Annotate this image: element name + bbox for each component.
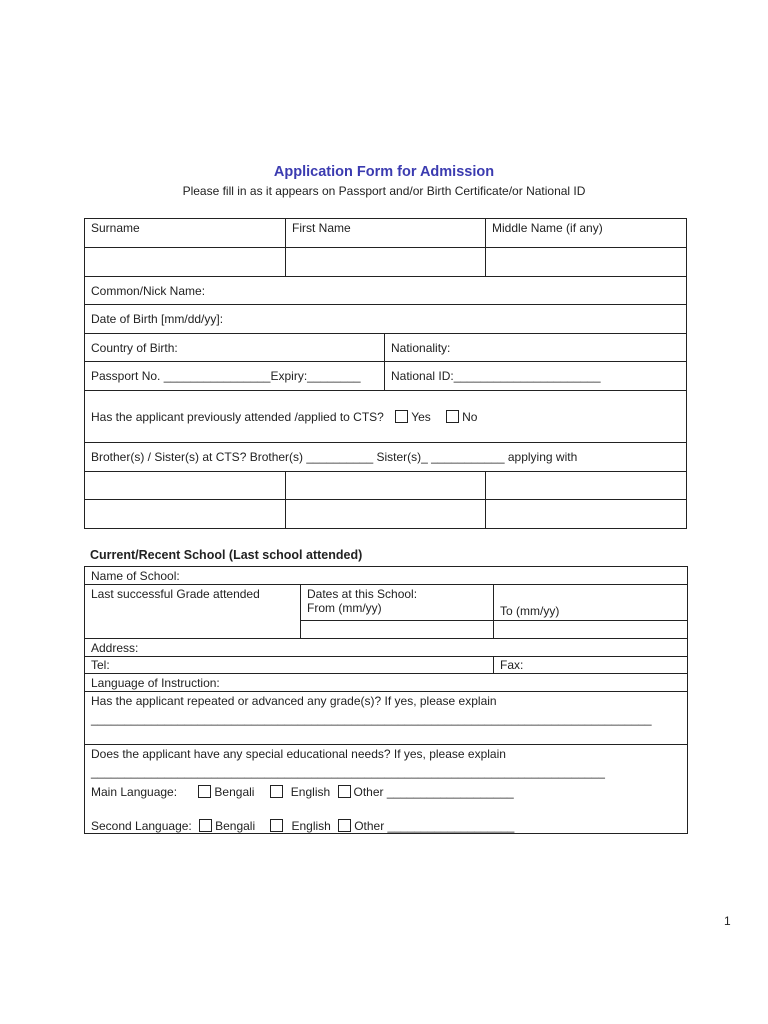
main-other-checkbox[interactable] [338, 785, 351, 798]
second-bengali-label: Bengali [215, 819, 256, 833]
second-other-label: Other [354, 819, 385, 833]
no-checkbox[interactable] [446, 410, 459, 423]
nationality-label: Nationality: [391, 340, 451, 355]
to-date-header [494, 585, 688, 621]
repeated-grade-question: Has the applicant repeated or advanced any grade(s)? If yes, please explain [91, 694, 497, 708]
passport-field[interactable] [85, 362, 385, 391]
no-label: No [462, 409, 478, 424]
main-other-line: ___________________ [386, 785, 514, 799]
special-needs-line: _____________________________________________________________________________ [91, 765, 605, 779]
sibling-cell[interactable] [286, 500, 486, 529]
applicant-table [84, 218, 687, 529]
previous-attendance-question: Has the applicant previously attended /applied to CTS? [91, 409, 384, 424]
second-language-row [91, 819, 681, 833]
sibling-cell[interactable] [286, 472, 486, 500]
main-language-label: Main Language: [91, 785, 178, 799]
second-english-label: English [291, 819, 331, 833]
main-bengali-checkbox[interactable] [198, 785, 211, 798]
from-label: From (mm/yy) [307, 601, 382, 615]
main-other-label: Other [353, 785, 384, 799]
special-needs-question: Does the applicant have any special educational needs? If yes, please explain [91, 747, 506, 761]
nick-name-label: Common/Nick Name: [91, 283, 206, 298]
school-section-title: Current/Recent School (Last school attended) [90, 548, 363, 562]
first-name-field[interactable] [286, 248, 486, 277]
repeated-grade-line: ____________________________________________________________________________________ [91, 712, 652, 726]
address-field[interactable] [85, 639, 688, 657]
surname-label: Surname [85, 219, 286, 248]
sibling-cell[interactable] [486, 472, 687, 500]
main-language-row [91, 785, 681, 799]
form-subtitle: Please fill in as it appears on Passport and/or Birth Certificate/or National ID [182, 184, 586, 198]
main-bengali-label: Bengali [214, 785, 255, 799]
siblings-label: Brother(s) / Sister(s) at CTS? Brother(s) __________ Sister(s)_ ___________ applying with [91, 450, 578, 464]
second-other-line: ___________________ [387, 819, 515, 833]
national-id-field[interactable] [385, 362, 687, 391]
dob-label: Date of Birth [mm/dd/yy]: [91, 312, 224, 326]
passport-label: Passport No. ________________Expiry:________ [91, 369, 361, 383]
main-english-label: English [290, 785, 331, 799]
school-name-label: Name of School: [91, 568, 180, 583]
to-label: To (mm/yy) [500, 604, 560, 618]
dates-label: Dates at this School: [307, 587, 418, 601]
nationality-field[interactable] [385, 334, 687, 362]
from-date-field[interactable] [301, 621, 494, 639]
language-instruction-field[interactable] [85, 674, 688, 692]
last-grade-field[interactable] [85, 585, 301, 639]
country-of-birth-field[interactable] [85, 334, 385, 362]
school-name-field[interactable] [85, 567, 688, 585]
middle-name-label: Middle Name (if any) [486, 219, 687, 248]
language-instruction-label: Language of Instruction: [91, 675, 220, 690]
dob-field[interactable] [85, 305, 687, 334]
surname-field[interactable] [85, 248, 286, 277]
page-number: 1 [724, 914, 731, 928]
previous-attendance-row [85, 391, 687, 443]
middle-name-field[interactable] [486, 248, 687, 277]
siblings-row [85, 443, 687, 472]
first-name-label: First Name [286, 219, 486, 248]
fax-label: Fax: [500, 658, 524, 672]
tel-label: Tel: [91, 658, 110, 672]
to-date-field[interactable] [494, 621, 688, 639]
special-needs-field[interactable] [85, 745, 688, 834]
yes-label: Yes [411, 409, 431, 424]
sibling-cell[interactable] [85, 500, 286, 529]
national-id-label: National ID:______________________ [391, 369, 601, 383]
fax-field[interactable] [494, 657, 688, 674]
second-other-checkbox[interactable] [338, 819, 351, 832]
sibling-cell[interactable] [85, 472, 286, 500]
tel-field[interactable] [85, 657, 494, 674]
second-english-checkbox[interactable] [270, 819, 283, 832]
from-date-header [301, 585, 494, 621]
nick-name-field[interactable] [85, 277, 687, 305]
country-of-birth-label: Country of Birth: [91, 340, 178, 355]
address-label: Address: [91, 640, 139, 655]
school-table [84, 566, 688, 834]
yes-checkbox[interactable] [395, 410, 408, 423]
main-english-checkbox[interactable] [270, 785, 283, 798]
repeated-grade-field[interactable] [85, 692, 688, 745]
form-title: Application Form for Admission [273, 164, 495, 180]
sibling-cell[interactable] [486, 500, 687, 529]
second-bengali-checkbox[interactable] [199, 819, 212, 832]
second-language-label: Second Language: [91, 819, 192, 833]
last-grade-label: Last successful Grade attended [91, 587, 260, 601]
